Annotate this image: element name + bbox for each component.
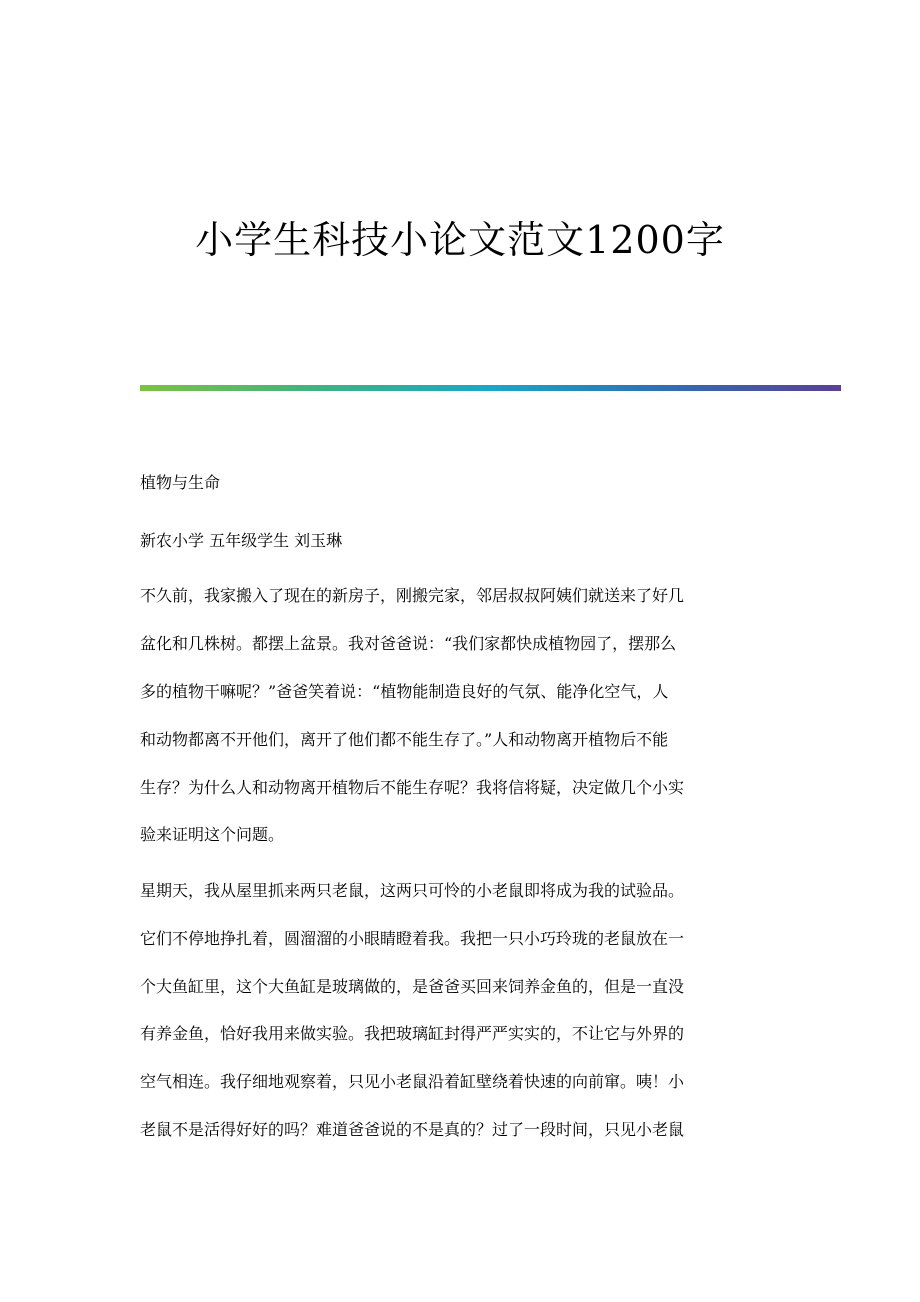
title-divider [140, 385, 841, 391]
text-line: 生存？为什么人和动物离开植物后不能生存呢？我将信将疑，决定做几个小实 [140, 778, 685, 797]
text-line: 空气相连。我仔细地观察着，只见小老鼠沿着缸壁绕着快速的向前窜。咦！小 [140, 1072, 685, 1091]
page-title: 小学生科技小论文范文1200字 [195, 218, 725, 262]
text-line: 多的植物干嘛呢？”爸爸笑着说：“植物能制造良好的气氛、能净化空气，人 [140, 682, 669, 701]
text-line: 盆化和几株树。都摆上盆景。我对爸爸说：“我们家都快成植物园了，摆那么 [140, 634, 677, 653]
text-line: 和动物都离不开他们，离开了他们都不能生存了。”人和动物离开植物后不能 [140, 730, 669, 749]
text-line: 有养金鱼，恰好我用来做实验。我把玻璃缸封得严严实实的，不让它与外界的 [140, 1024, 685, 1043]
essay-title: 植物与生命 [140, 473, 221, 492]
text-line: 老鼠不是活得好好的吗？难道爸爸说的不是真的？过了一段时间，只见小老鼠 [140, 1120, 685, 1139]
text-line: 星期天，我从屋里抓来两只老鼠，这两只可怜的小老鼠即将成为我的试验品。 [140, 881, 685, 900]
author-line: 新农小学 五年级学生 刘玉琳 [140, 531, 343, 550]
text-line: 个大鱼缸里，这个大鱼缸是玻璃做的，是爸爸买回来饲养金鱼的，但是一直没 [140, 977, 685, 996]
text-line: 验来证明这个问题。 [140, 825, 285, 844]
text-line: 不久前，我家搬入了现在的新房子，刚搬完家，邻居叔叔阿姨们就送来了好几 [140, 586, 685, 605]
text-line: 它们不停地挣扎着，圆溜溜的小眼睛瞪着我。我把一只小巧玲珑的老鼠放在一 [140, 929, 685, 948]
